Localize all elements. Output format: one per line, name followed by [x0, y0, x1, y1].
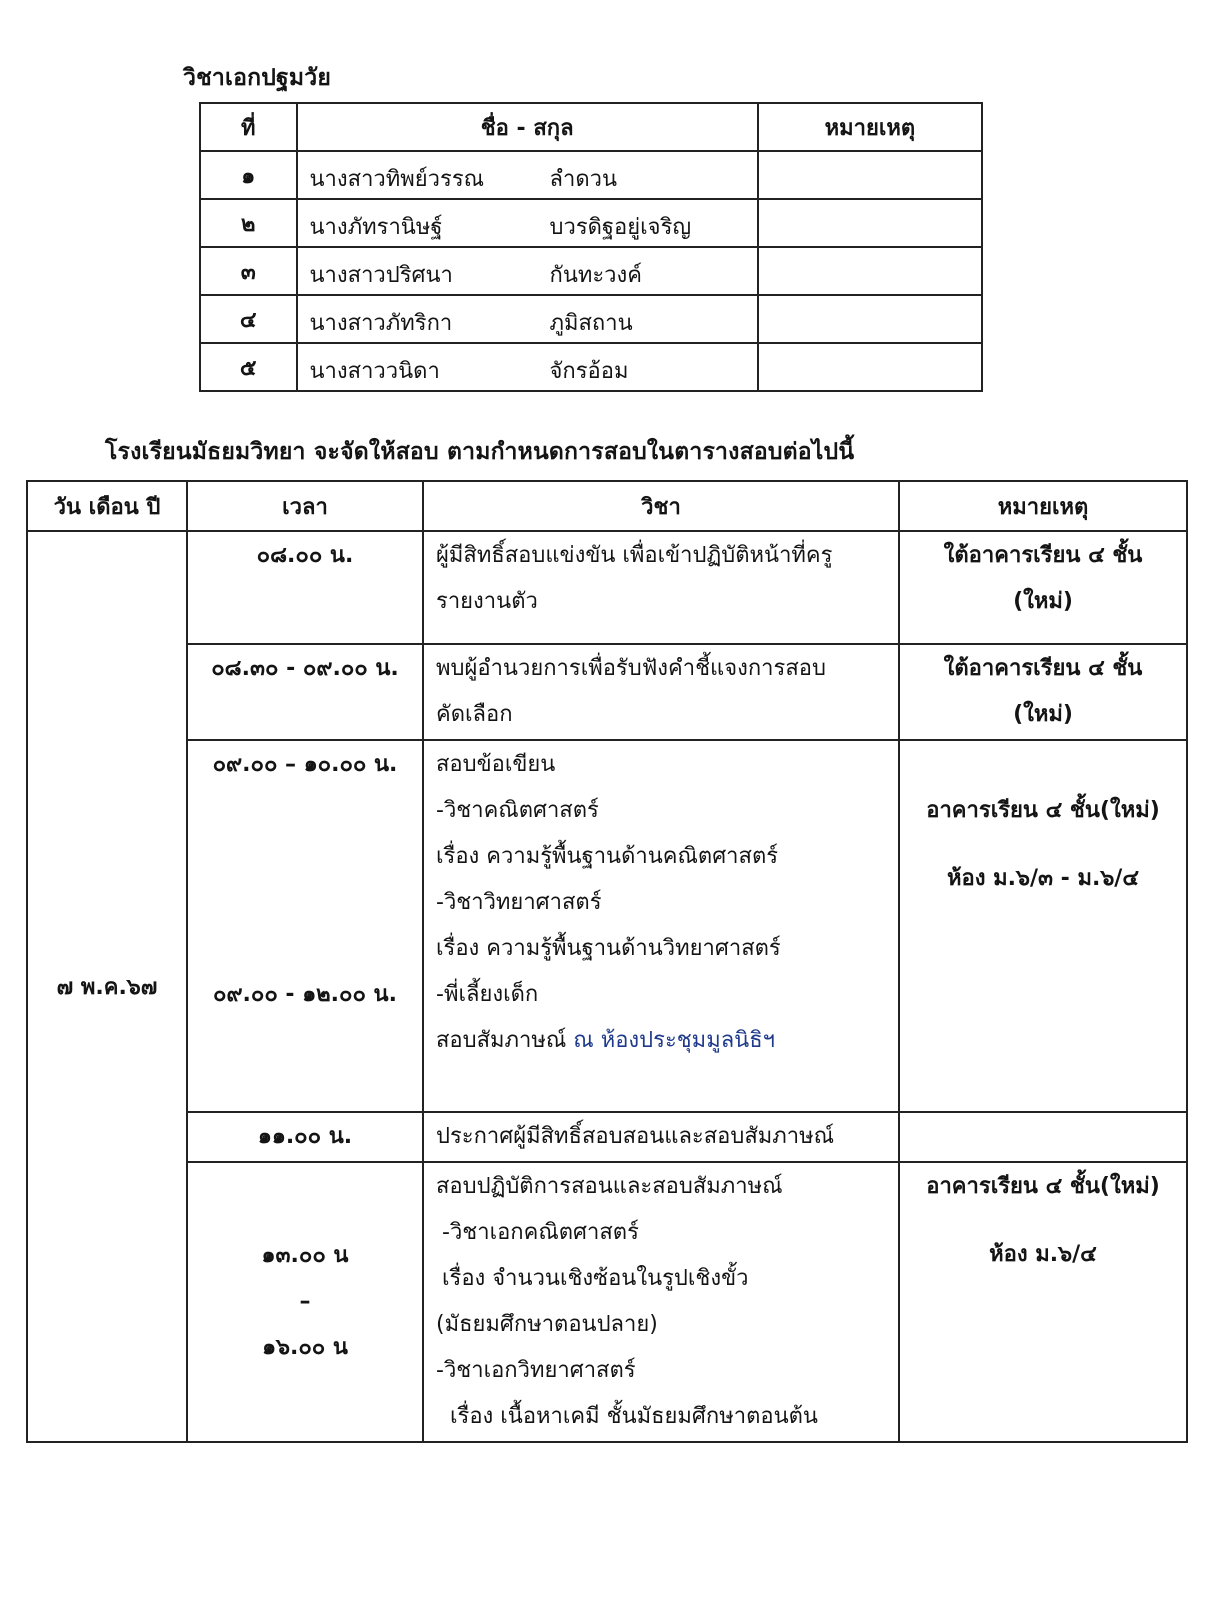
- row-number: ๓: [200, 247, 297, 295]
- subject-line: คัดเลือก: [436, 702, 513, 727]
- row-number: ๔: [200, 295, 297, 343]
- time-text: ๑๓.๐๐ น: [261, 1243, 349, 1268]
- row-number: ๒: [200, 199, 297, 247]
- subject-line: เรื่อง เนื้อหาเคมี ชั้นมัธยมศึกษาตอนต้น: [450, 1404, 818, 1429]
- last-name: ลำดวน: [549, 167, 618, 192]
- last-name: ภูมิสถาน: [549, 311, 633, 336]
- table-header-row: [27, 481, 1187, 531]
- header-no: ที่: [200, 103, 297, 151]
- time-cell: [187, 740, 423, 1112]
- table-header-row: [200, 103, 982, 151]
- subject-line: -พี่เลี้ยงเด็ก: [436, 982, 539, 1007]
- table-row: [200, 247, 982, 295]
- date-cell: ๗ พ.ค.๖๗: [27, 531, 187, 1442]
- table-row: [200, 295, 982, 343]
- note-cell: [758, 247, 982, 295]
- subject-line: พบผู้อำนวยการเพื่อรับฟังคำชี้แจงการสอบ: [436, 656, 826, 681]
- time-cell: [187, 1112, 423, 1162]
- note-line: อาคารเรียน ๔ ชั้น(ใหม่): [926, 1174, 1160, 1199]
- subject-line: -วิชาคณิตศาสตร์: [436, 798, 599, 823]
- time-text: –: [299, 1289, 311, 1314]
- subject-line: เรื่อง จำนวนเชิงซ้อนในรูปเชิงขั้ว: [442, 1266, 749, 1291]
- table-row: [27, 1162, 1187, 1442]
- row-number: ๕: [200, 343, 297, 391]
- subject-line: สอบข้อเขียน: [436, 752, 556, 777]
- table-row: [200, 199, 982, 247]
- note-line: (ใหม่): [1013, 702, 1073, 727]
- table-row: [27, 644, 1187, 740]
- note-cell: [899, 531, 1187, 644]
- first-name: นางสาวทิพย์วรรณ: [309, 167, 485, 192]
- name-cell: [297, 199, 758, 247]
- subject-cell: [423, 740, 899, 1112]
- subject-line: [436, 1018, 897, 1064]
- first-name: นางสาวภัทริกา: [309, 311, 453, 336]
- subject-line: เรื่อง ความรู้พื้นฐานด้านวิทยาศาสตร์: [436, 936, 781, 961]
- note-cell: [899, 1112, 1187, 1162]
- header-date: วัน เดือน ปี: [27, 481, 187, 531]
- time-text: ๑๑.๐๐ น.: [257, 1124, 353, 1149]
- time-cell: [187, 1162, 423, 1442]
- note-line: ใต้อาคารเรียน ๔ ชั้น: [943, 543, 1143, 568]
- section1-title: วิชาเอกปฐมวัย: [183, 65, 332, 91]
- subject-cell: [423, 644, 899, 740]
- note-line: ห้อง ม.๖/๓ - ม.๖/๔: [947, 866, 1139, 891]
- note-cell: [758, 199, 982, 247]
- spacer: [901, 834, 1185, 856]
- note-cell: [758, 295, 982, 343]
- section2-title: โรงเรียนมัธยมวิทยา จะจัดให้สอบ ตามกำหนดการสอบในตารางสอบต่อไปนี้: [105, 439, 855, 465]
- last-name: บวรดิฐอยู่เจริญ: [549, 215, 692, 240]
- note-line: อาคารเรียน ๔ ชั้น(ใหม่): [926, 798, 1160, 823]
- table-row: [27, 740, 1187, 1112]
- name-cell: [297, 295, 758, 343]
- note-cell: [758, 151, 982, 199]
- header-note: หมายเหตุ: [758, 103, 982, 151]
- subject-cell: [423, 1162, 899, 1442]
- spacer: [901, 1210, 1185, 1232]
- first-name: นางสาววนิดา: [309, 359, 440, 384]
- subject-line: สอบปฏิบัติการสอนและสอบสัมภาษณ์: [436, 1174, 783, 1199]
- interview-label: สอบสัมภาษณ์: [436, 1028, 574, 1053]
- subject-line: (มัธยมศึกษาตอนปลาย): [436, 1312, 658, 1337]
- time-cell: [187, 644, 423, 740]
- header-note: หมายเหตุ: [899, 481, 1187, 531]
- interview-location: ณ ห้องประชุมมูลนิธิฯ: [573, 1028, 775, 1053]
- note-line: (ใหม่): [1013, 589, 1073, 614]
- time-text: ๐๙.๐๐ - ๑๒.๐๐ น.: [213, 982, 397, 1007]
- subject-cell: [423, 531, 899, 644]
- subject-line: ประกาศผู้มีสิทธิ์สอบสอนและสอบสัมภาษณ์: [436, 1124, 835, 1149]
- note-cell: [899, 1162, 1187, 1442]
- subject-line: -วิชาเอกคณิตศาสตร์: [442, 1220, 639, 1245]
- candidates-table: [199, 102, 983, 392]
- time-text: ๐๙.๐๐ – ๑๐.๐๐ น.: [212, 752, 398, 777]
- table-row: [27, 1112, 1187, 1162]
- note-cell: [899, 644, 1187, 740]
- schedule-table: [26, 480, 1188, 1443]
- first-name: นางสาวปริศนา: [309, 263, 453, 288]
- header-subject: วิชา: [423, 481, 899, 531]
- name-cell: [297, 247, 758, 295]
- subject-line: -วิชาเอกวิทยาศาสตร์: [436, 1358, 636, 1383]
- note-cell: [758, 343, 982, 391]
- row-number: ๑: [200, 151, 297, 199]
- header-time: เวลา: [187, 481, 423, 531]
- note-line: ห้อง ม.๖/๔: [989, 1242, 1097, 1267]
- name-cell: [297, 343, 758, 391]
- subject-line: -วิชาวิทยาศาสตร์: [436, 890, 602, 915]
- subject-cell: [423, 1112, 899, 1162]
- table-row: [27, 531, 1187, 644]
- table-row: [200, 343, 982, 391]
- name-cell: [297, 151, 758, 199]
- header-name: ชื่อ - สกุล: [297, 103, 758, 151]
- subject-line: ผู้มีสิทธิ์สอบแข่งขัน เพื่อเข้าปฏิบัติหน้าที่ครู: [436, 543, 833, 568]
- spacer: [189, 788, 421, 972]
- note-line: ใต้อาคารเรียน ๔ ชั้น: [943, 656, 1143, 681]
- last-name: จักรอ้อม: [549, 359, 629, 384]
- subject-line: เรื่อง ความรู้พื้นฐานด้านคณิตศาสตร์: [436, 844, 779, 869]
- last-name: กันทะวงค์: [549, 263, 642, 288]
- time-text: ๑๖.๐๐ น: [262, 1335, 348, 1360]
- time-cell: [187, 531, 423, 644]
- table-row: [200, 151, 982, 199]
- time-text: ๐๘.๐๐ น.: [256, 543, 354, 568]
- time-text: ๐๘.๓๐ - ๐๙.๐๐ น.: [211, 656, 399, 681]
- subject-line: รายงานตัว: [436, 589, 538, 614]
- first-name: นางภัทรานิษฐ์: [309, 215, 443, 240]
- spacer: [901, 742, 1185, 788]
- note-cell: [899, 740, 1187, 1112]
